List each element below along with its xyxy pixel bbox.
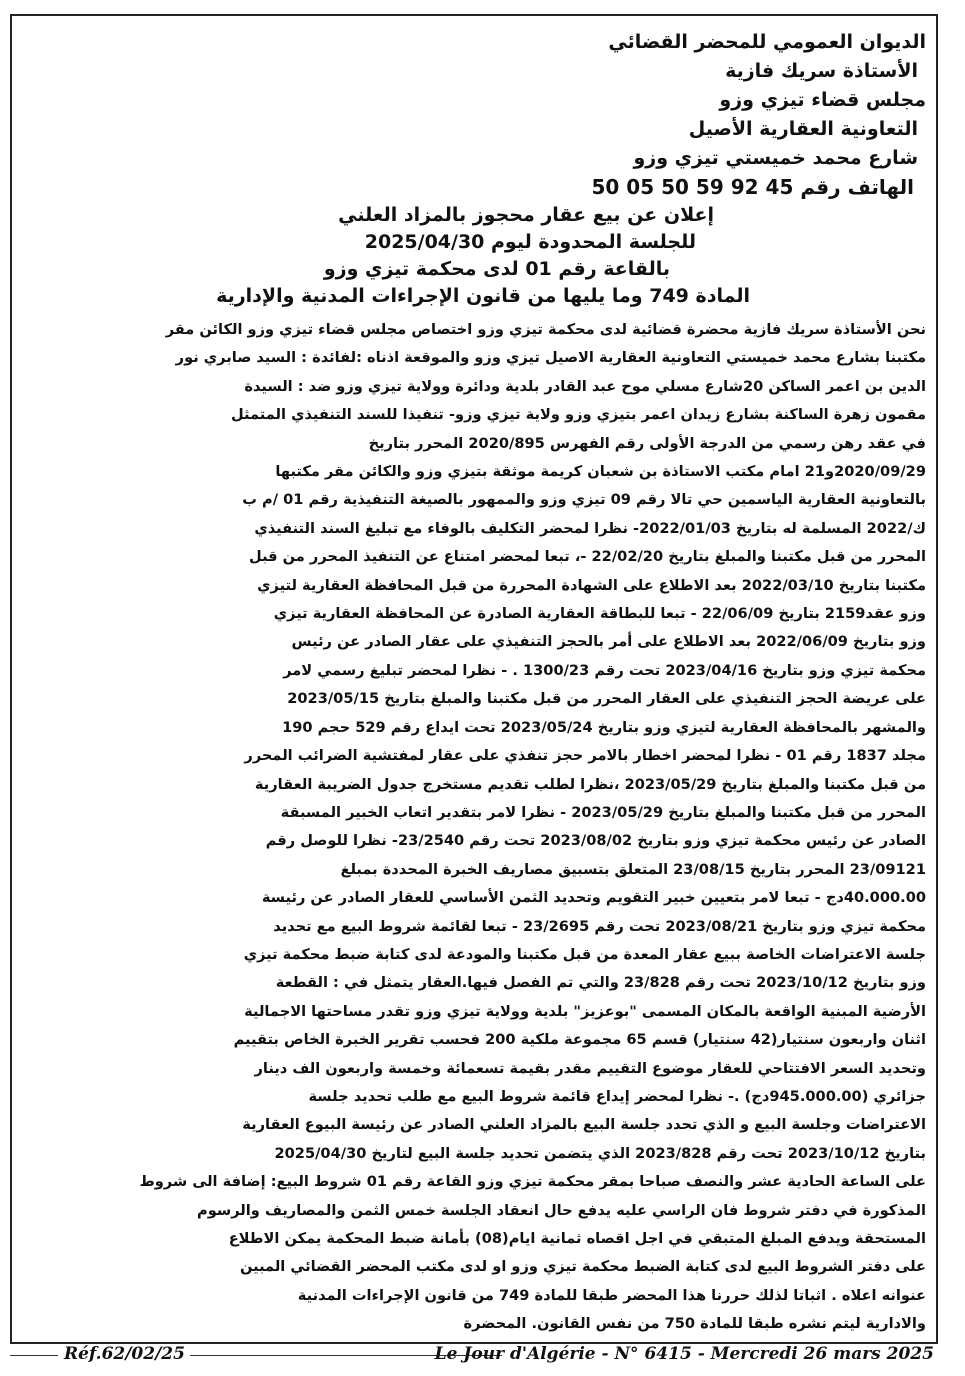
- body-line: الأرضية المبنية الواقعة بالمكان المسمى "بوعزيز" بلدية وولاية تيزي وزو تقدر مساحتها الاجمالية: [244, 1002, 926, 1020]
- body-line: الدين بن اعمر الساكن 20شارع مسلي موح عبد القادر بلدية ودائرة وولاية تيزي وزو ضد : السيدة: [244, 377, 926, 395]
- body-line: ك/2022 المسلمة له بتاريخ 2022/01/03- نظرا لمحضر التكليف بالوفاء مع تبليغ السند التنفيذي: [254, 519, 926, 537]
- body-line: جزائري (945.000.00دج) .- نظرا لمحضر إيداع قائمة شروط البيع مع طلب تحديد جلسة: [308, 1087, 926, 1105]
- body-line: وزو بتاريخ 2023/10/12 تحت رقم 23/828 والتي تم الفصل فيها.العقار يتمثل في : القطعة: [275, 974, 926, 992]
- title-line: للجلسة المحدودة ليوم 2025/04/30: [364, 231, 696, 253]
- body-line: في عقد رهن رسمي من الدرجة الأولى رقم الفهرس 2020/895 المحرر بتاريخ: [368, 434, 926, 452]
- body-line: وزو بتاريخ 2022/06/09 بعد الاطلاع على أمر بالحجز التنفيذي على عقار الصادر عن رئيس: [291, 633, 926, 651]
- notice-body: [26, 316, 926, 1339]
- body-line: على عريضة الحجز التنفيذي على العقار المحرر من قبل مكتبنا والمبلغ بتاريخ 2023/05/15: [287, 690, 926, 708]
- body-line: بالتعاونية العقارية الياسمين حي تالا رقم 09 تيزي وزو والممهور بالصيغة التنفيذية رقم 01 /م ب: [242, 491, 926, 509]
- office-header: [26, 28, 926, 202]
- body-line: جلسة الاعتراضات الخاصة ببيع عقار المعدة من قبل مكتبنا والمودعة لدى كتابة ضبط محكمة تيزي: [243, 945, 926, 963]
- body-line: والمشهر بالمحافظة العقارية لتيزي وزو بتاريخ 2023/05/24 تحت ايداع رقم 529 حجم 190: [282, 718, 926, 736]
- body-line: المذكورة في دفتر شروط فان الراسي عليه يدفع حال انعقاد الجلسة خمس الثمن والمصاريف والرسوم: [197, 1201, 926, 1219]
- title-line: بالقاعة رقم 01 لدى محكمة تيزي وزو: [323, 258, 670, 280]
- body-line: محكمة تيزي وزو بتاريخ 2023/04/16 تحت رقم 1300/23 . - نظرا لمحضر تبليغ رسمي لامر: [283, 661, 926, 679]
- body-line: المحرر من قبل مكتبنا والمبلغ بتاريخ 2023/05/29 - نظرا لامر بتقدير اتعاب الخبير المسبقة: [280, 803, 926, 821]
- notice-title: [26, 202, 750, 310]
- body-line: وتحديد السعر الافتتاحي للعقار موضوع التقييم مقدر بقيمة تسعمائة وخمسة واربعون الف دينار: [254, 1059, 926, 1077]
- body-line: 40.000.00دج - تبعا لامر بتعيين خبير التقويم وتحديد الثمن الأساسي للعقار الصادر عن رئيسة: [261, 889, 926, 907]
- phone-number: الهاتف رقم 45 92 59 50 05 50: [591, 175, 914, 199]
- newspaper-issue: Le Jour d'Algérie - N° 6415 - Mercredi 26 mars 2025: [434, 1344, 934, 1364]
- street-address: شارع محمد خميستي تيزي وزو: [633, 147, 918, 169]
- body-line: على الساعة الحادية عشر والنصف صباحا بمقر محكمة تيزي وزو القاعة رقم 01 شروط البيع: إضافة الى شروط: [139, 1173, 926, 1191]
- body-line: مقمون زهرة الساكنة بشارع زيدان اعمر بتيزي وزو ولاية تيزي وزو- تنفيذا للسند التنفيذي المتمثل: [231, 406, 926, 424]
- body-line: المستحقة ويدفع المبلغ المتبقي في اجل اقصاه ثمانية ايام(08) بأمانة ضبط المحكمة يمكن الاطلاع: [228, 1230, 926, 1247]
- body-line: اثنان واربعون سنتيار(42 سنتيار) قسم 65 مجموعة ملكية 200 فحسب تقرير الخبرة الخاص بتقييم: [233, 1031, 926, 1049]
- body-line: مكتبنا بشارع محمد خميستي التعاونية العقارية الاصيل تيزي وزو والموقعة اذناه :لفائدة : السيد صابري نور: [175, 349, 926, 367]
- body-line: على دفتر الشروط البيع لدى كتابة الضبط محكمة تيزي وزو او لدى مكتب المحضر القضائي المبين: [239, 1258, 926, 1276]
- footer-rule: [10, 1355, 58, 1356]
- title-line: إعلان عن بيع عقار محجوز بالمزاد العلني: [338, 204, 714, 226]
- body-line: مكتبنا بتاريخ 2022/03/10 بعد الاطلاع على الشهادة المحررة من قبل المحافظة العقارية لتيزي: [257, 576, 926, 594]
- body-line: الاعتراضات وجلسة البيع و الذي تحدد جلسة البيع بالمزاد العلني الصادر عن رئيسة البيوع العقارية: [242, 1116, 926, 1134]
- title-line: المادة 749 وما يليها من قانون الإجراءات المدنية والإدارية: [216, 285, 750, 307]
- body-line: محكمة تيزي وزو بتاريخ 2023/08/21 تحت رقم 23/2695 - تبعا لقائمة شروط البيع مع تحديد: [273, 917, 926, 935]
- body-line: نحن الأستاذة سريك فازية محضرة قضائية لدى محكمة تيزي وزو اختصاص مجلس قضاء تيزي وزو الكائن مقر: [165, 321, 926, 338]
- body-line: والادارية ليتم نشره طبقا للمادة 750 من نفس القانون. المحضرة: [463, 1315, 926, 1333]
- cooperative-name: التعاونية العقارية الأصيل: [688, 118, 918, 140]
- body-line: وزو عقد2159 بتاريخ 22/06/09 - تبعا للبطاقة العقارية الصادرة عن المحافظة العقارية تيزي: [273, 605, 926, 623]
- body-line: بتاريخ 2023/10/12 تحت رقم 2023/828 الذي يتضمن تحديد جلسة البيع لتاريخ 2025/04/30: [274, 1144, 926, 1162]
- body-line: 2020/09/29و21 امام مكتب الاستاذة بن شعبان كريمة موثقة بتيزي وزو والكائن مقر مكتبها: [275, 463, 926, 481]
- body-line: مجلد 1837 رقم 01 - نظرا لمحضر اخطار بالامر حجز تنفذي على عقار لمفتشية الضرائب المحرر: [244, 747, 926, 765]
- body-line: 23/09121 المحرر بتاريخ 23/08/15 المتعلق بتسبيق مصاريف الخبرة المحددة بمبلغ: [340, 860, 926, 878]
- notice-content: [26, 28, 926, 1339]
- court-council: مجلس قضاء تيزي وزو: [719, 89, 926, 111]
- body-line: عنوانه اعلاه . اثباتا لذلك حررنا هذا المحضر طبقا للمادة 749 من قانون الإجراءات المدنية: [297, 1286, 926, 1304]
- office-name: الديوان العمومي للمحضر القضائي: [608, 31, 926, 53]
- body-line: المحرر من قبل مكتبنا والمبلغ بتاريخ 22/02/20 -، تبعا لمحضر امتناع عن التنفيذ المحرر من قبل: [249, 548, 926, 566]
- reference-number: Réf.62/02/25: [64, 1344, 185, 1364]
- body-line: من قبل مكتبنا والمبلغ بتاريخ 2023/05/29 ،نظرا لطلب تقديم مستخرج جدول الضريبة العقارية: [254, 775, 926, 793]
- body-line: الصادر عن رئيس محكمة تيزي وزو بتاريخ 2023/08/02 تحت رقم 23/2540- نظرا للوصل رقم: [265, 832, 926, 850]
- bailiff-name: الأستاذة سريك فازية: [725, 60, 918, 82]
- page-footer: [10, 1340, 938, 1370]
